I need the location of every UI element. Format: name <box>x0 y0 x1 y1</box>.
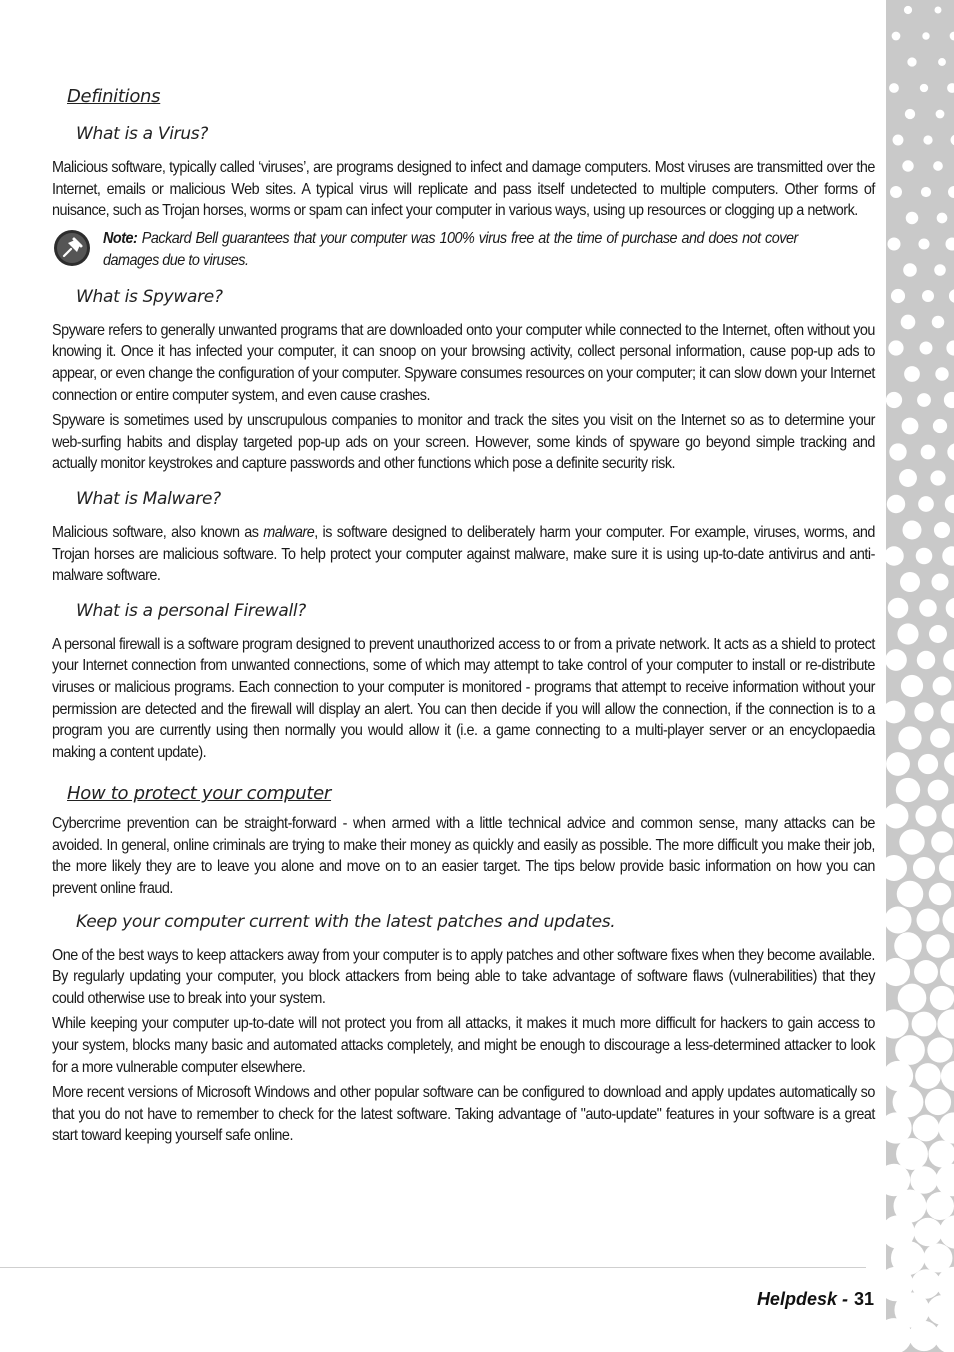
sidebar-dot <box>921 445 936 460</box>
pushpin-note-icon <box>52 228 92 268</box>
sidebar-dot <box>895 1035 925 1065</box>
page-content <box>52 86 875 1147</box>
malware-heading: What is Malware? <box>76 488 221 509</box>
malware-paragraph <box>52 522 875 587</box>
sidebar-dot <box>938 1112 954 1143</box>
sidebar-dot <box>928 1140 954 1167</box>
sidebar-dot <box>928 780 949 801</box>
virus-heading: What is a Virus? <box>76 124 209 144</box>
decorative-dot-sidebar <box>886 0 954 1352</box>
sidebar-dot <box>905 109 915 119</box>
sidebar-dot <box>889 443 906 460</box>
sidebar-dot <box>926 934 949 957</box>
sidebar-dot <box>929 883 952 906</box>
sidebar-dot <box>903 263 917 277</box>
malware-text-b: , is software designed to deliberately harm your computer. For example, viruses, worms, and Trojan horses are malicious software. To help protect your computer against malware, make sure it is using up-to-date antivirus and anti-malware software. <box>52 523 875 585</box>
firewall-paragraph: A personal firewall is a software program designed to prevent unauthorized access to or from a private network. It acts as a shield to protect your Internet connection from unwanted connections, some of which may attempt to take control of your computer to install or re-distribute viruses or malicious programs. Each connection to your computer is monitored - programs that attempt to receive information without your permission are detected and the firewall will display an alert. You can then decide if you will allow the connection, if the connection is to a program you are currently using then normally you would allow it (i.e. a game connecting to a multi-player server or an encyclopaedia making a content update). <box>52 635 875 761</box>
patches-paragraph-1: One of the best ways to keep attackers away from your computer is to apply patches and other software fixes when they become available. By regularly updating your computer, you block attackers from being able to take advantage of software flaws (vulnerabilities) that they could otherwise use to break into your system. <box>52 946 875 1007</box>
sidebar-dot <box>889 83 899 93</box>
footer-divider <box>0 1267 866 1268</box>
page-footer <box>757 1289 874 1310</box>
sidebar-dot <box>933 161 943 171</box>
sidebar-dot <box>947 83 954 93</box>
sidebar-dot <box>897 881 924 908</box>
sidebar-dot <box>913 1115 940 1142</box>
sidebar-dot <box>886 855 907 881</box>
sidebar-dot <box>901 315 916 330</box>
sidebar-dot <box>886 392 902 408</box>
sidebar-dot <box>906 212 919 225</box>
sidebar-dot <box>910 1166 938 1194</box>
sidebar-dot <box>899 469 917 487</box>
sidebar-dot <box>903 521 922 540</box>
sidebar-dot <box>935 7 942 14</box>
sidebar-dot <box>920 84 928 92</box>
sidebar-dot <box>891 289 905 303</box>
sidebar-dot <box>918 754 938 774</box>
sidebar-dot <box>936 1164 954 1196</box>
sidebar-dot <box>946 598 954 619</box>
sidebar-dot <box>922 290 934 302</box>
sidebar-dot <box>886 546 904 566</box>
sidebar-dot <box>947 443 954 460</box>
sidebar-dot <box>894 932 922 960</box>
sidebar-dot <box>922 32 929 39</box>
sidebar-dot <box>945 237 954 250</box>
sidebar-dot <box>901 675 923 697</box>
spyware-heading: What is Spyware? <box>76 286 223 307</box>
sidebar-dot <box>920 342 933 355</box>
sidebar-dot <box>933 677 952 696</box>
sidebar-dot <box>946 340 954 355</box>
note-label: Note: <box>103 229 138 247</box>
sidebar-dot <box>888 340 903 355</box>
sidebar-dot <box>898 726 921 749</box>
sidebar-dot <box>951 135 954 146</box>
sidebar-dot <box>919 599 937 617</box>
sidebar-dot <box>886 1061 913 1091</box>
sidebar-dot <box>886 752 910 776</box>
sidebar-dot <box>886 649 907 671</box>
sidebar-dot <box>927 1037 952 1062</box>
sidebar-dot <box>939 855 954 881</box>
protect-paragraph: Cybercrime prevention can be straight-forward - when armed with a little technical advice and common sense, many attacks can be avoided. In general, online criminals are trying to make their money as quickly and easily as possible. The more difficult you make their job, the more likely they are to leave you alone and move on to an easier target. The tips below provide basic information on how you can prevent online fraud. <box>52 815 875 898</box>
sidebar-dot <box>912 1012 937 1037</box>
page-number: 31 <box>853 1289 874 1309</box>
sidebar-dot <box>892 32 901 41</box>
sidebar-dot <box>930 728 950 748</box>
sidebar-dot <box>887 237 900 250</box>
sidebar-dot <box>915 805 936 826</box>
malware-term: malware <box>263 523 315 541</box>
sidebar-dot <box>897 623 918 644</box>
sidebar-dot <box>933 419 947 433</box>
firewall-heading: What is a personal Firewall? <box>76 600 307 621</box>
sidebar-dot <box>937 213 948 224</box>
definitions-heading: Definitions <box>67 86 161 107</box>
sidebar-dot <box>936 110 945 119</box>
sidebar-dot <box>934 264 946 276</box>
sidebar-dot <box>931 573 948 590</box>
sidebar-dot <box>902 418 919 435</box>
sidebar-dot <box>935 367 948 380</box>
sidebar-dot <box>925 1089 951 1115</box>
dot-pattern <box>886 0 954 1352</box>
sidebar-dot <box>941 1061 954 1091</box>
sidebar-dot <box>932 316 944 328</box>
sidebar-dot <box>926 1192 954 1220</box>
note-box <box>52 228 875 272</box>
sidebar-dot <box>913 857 935 879</box>
sidebar-dot <box>904 6 912 14</box>
sidebar-dot <box>942 804 954 829</box>
sidebar-dot <box>921 187 931 197</box>
spyware-paragraph-2: Spyware is sometimes used by unscrupulous companies to monitor and track the sites you visit on the Internet so as to determine your web-surfing habits and display targeted pop-up ads on your screen. However, some kinds of spyware go beyond simple tracking and actually monitor keystrokes and capture passwords and other functions which pose a definite security risk. <box>52 412 875 473</box>
sidebar-dot <box>942 906 954 933</box>
sidebar-dot <box>917 651 935 669</box>
malware-text-a: Malicious software, also known as <box>52 523 264 541</box>
sidebar-dot <box>934 522 950 538</box>
sidebar-dot <box>886 701 905 724</box>
sidebar-dot <box>950 32 954 41</box>
sidebar-dot <box>902 160 913 171</box>
sidebar-dot <box>899 829 924 854</box>
sidebar-dot <box>941 701 954 724</box>
sidebar-dot <box>918 238 929 249</box>
sidebar-dot <box>896 1138 928 1170</box>
patches-paragraph-3: More recent versions of Microsoft Windows and other popular software can be configured to download and apply updates automatically so that you do not have to remember to check for the latest software. Taking advantage of "auto-update" features in your software is a great start toward keeping yourself safe online. <box>52 1084 875 1145</box>
sidebar-dot <box>888 598 909 619</box>
sidebar-dot <box>893 135 904 146</box>
sidebar-dot <box>886 1009 909 1038</box>
sidebar-dot <box>929 625 947 643</box>
sidebar-dot <box>937 1009 954 1038</box>
protect-heading: How to protect your computer <box>67 783 332 805</box>
sidebar-dot <box>914 702 933 721</box>
sidebar-dot <box>923 135 932 144</box>
sidebar-dot <box>890 186 902 198</box>
footer-label: Helpdesk - <box>756 1289 848 1309</box>
sidebar-dot <box>915 1063 941 1089</box>
virus-paragraph: Malicious software, typically called ‘viruses’, are programs designed to infect and damage computers. Most viruses are transmitted over the Internet, emails or malicious Web sites. A typical virus will replicate and pass itself undetected to multiple computers. Other forms of nuisance, such as Trojan horses, worms or spam can infect your computer in various ways, using up resources or clogging up a network. <box>52 159 875 220</box>
sidebar-dot <box>930 986 954 1010</box>
sidebar-dot <box>917 393 931 407</box>
sidebar-dot <box>917 909 940 932</box>
sidebar-dot <box>914 1218 942 1246</box>
sidebar-dot <box>904 366 920 382</box>
patches-paragraph-2: While keeping your computer up-to-date will not protect you from all attacks, it makes it much more difficult for hackers to gain access to your system, blocks many basic and automated attacks completely, and might be enough to discourage a less-determined attacker to look for a more vulnerable computer elsewhere. <box>52 1015 875 1076</box>
sidebar-dot <box>886 906 912 933</box>
sidebar-dot <box>944 752 954 776</box>
note-text <box>103 228 798 272</box>
sidebar-dot <box>930 470 945 485</box>
sidebar-dot <box>907 57 916 66</box>
sidebar-dot <box>948 186 954 198</box>
sidebar-dot <box>898 984 927 1013</box>
spyware-paragraph-1: Spyware refers to generally unwanted programs that are downloaded onto your computer while connected to the Internet, often without you knowing it. Once it has infected your computer, it can snoop on your browsing activity, collect personal information, cause pop-up ads to appear, or even change the configuration of your computer. Spyware consumes resources on your computer; it can slow down your Internet connection or entire computer system, and even cause crashes. <box>52 321 875 404</box>
sidebar-dot <box>931 831 953 853</box>
sidebar-dot <box>944 392 954 408</box>
sidebar-dot <box>900 572 920 592</box>
sidebar-dot <box>886 958 910 986</box>
sidebar-dot <box>949 289 954 303</box>
sidebar-dot <box>914 960 938 984</box>
sidebar-dot <box>943 649 954 671</box>
sidebar-dot <box>940 958 954 986</box>
sidebar-dot <box>945 495 954 513</box>
note-body: Packard Bell guarantees that your computer was 100% virus free at the time of purchase and does not cover damages due to viruses. <box>103 229 798 269</box>
patches-heading: Keep your computer current with the latest patches and updates. <box>76 911 616 932</box>
sidebar-dot <box>938 58 946 66</box>
sidebar-dot <box>886 804 908 829</box>
sidebar-dot <box>916 548 933 565</box>
sidebar-dot <box>942 546 954 566</box>
sidebar-dot <box>918 496 934 512</box>
sidebar-dot <box>896 778 920 802</box>
sidebar-dot <box>939 1215 954 1249</box>
sidebar-dot <box>887 495 905 513</box>
